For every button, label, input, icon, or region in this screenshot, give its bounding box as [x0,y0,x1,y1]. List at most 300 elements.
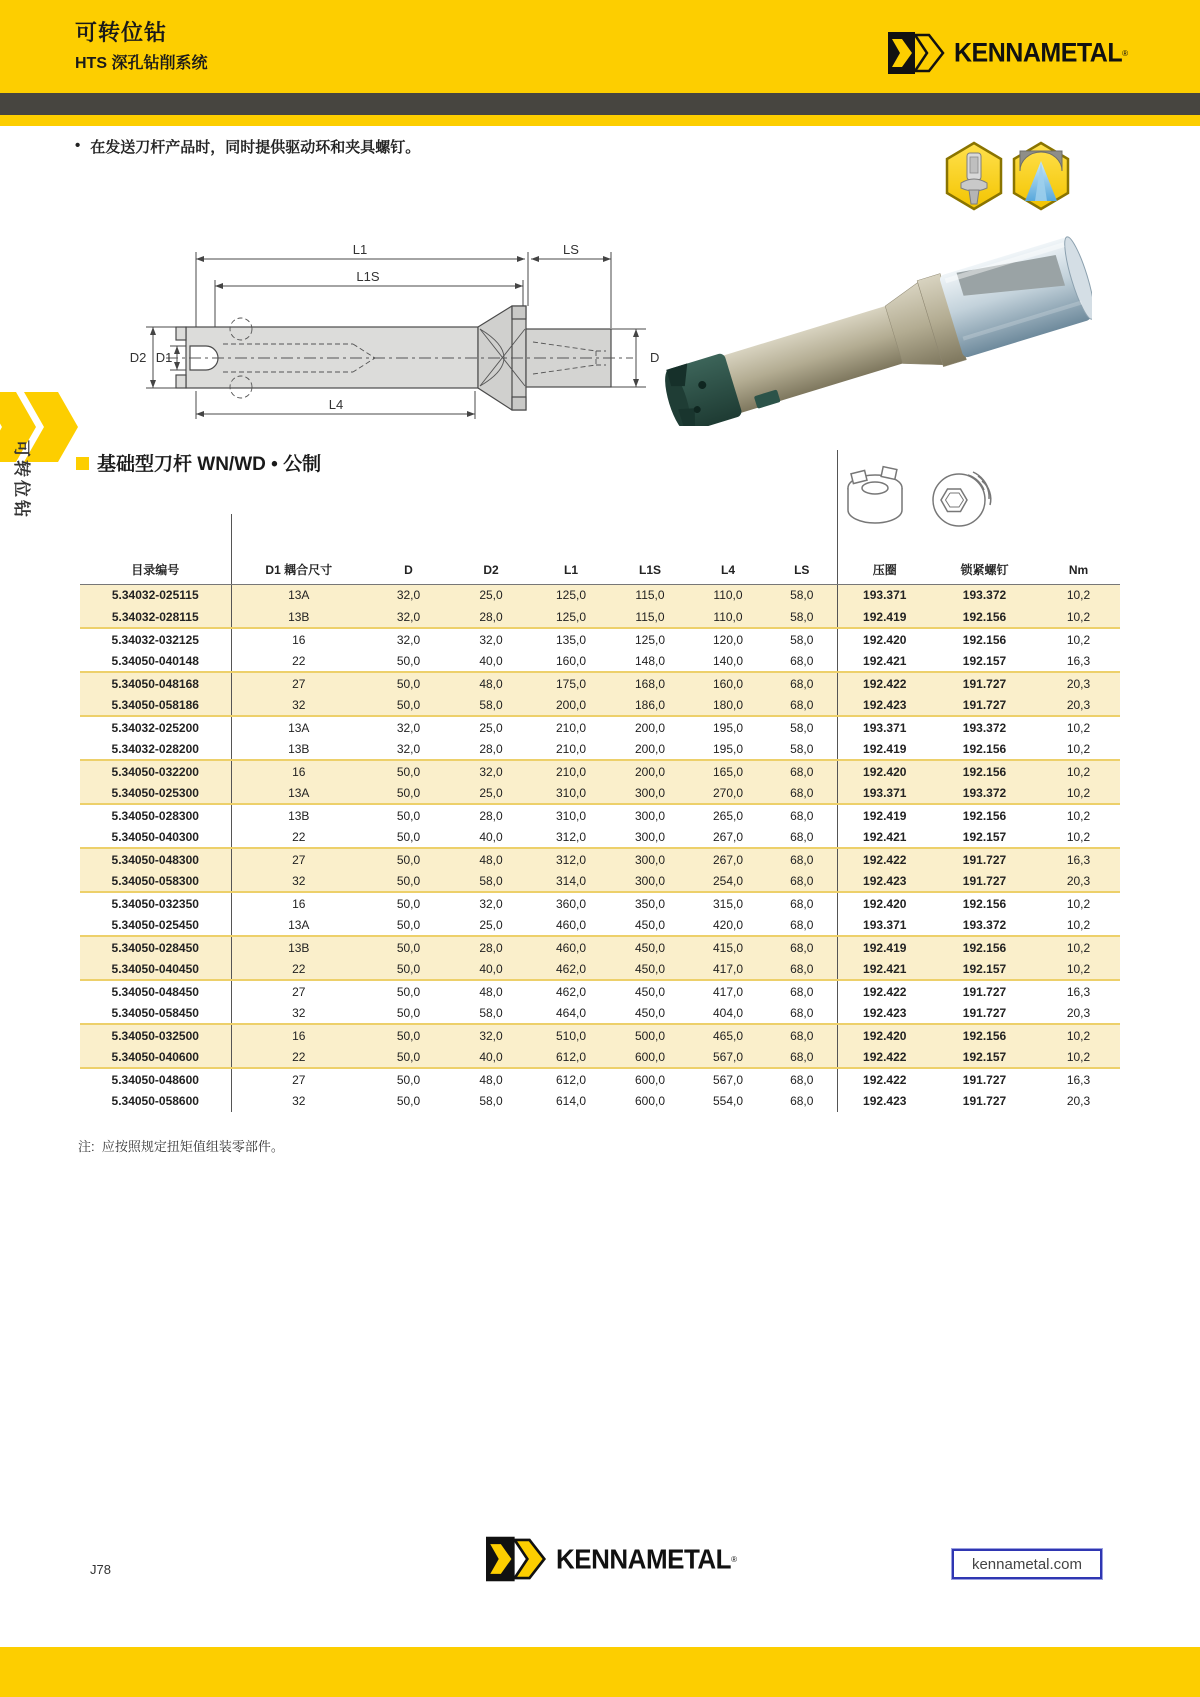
table-cell: 40,0 [451,650,531,672]
table-row [80,672,1120,694]
table-cell: 40,0 [451,958,531,980]
table-cell: 10,2 [1066,896,1091,911]
table-cell: 193.371 [837,584,932,606]
table-cell: 192.422 [837,672,932,694]
table-cell: 192.156 [962,764,1007,779]
table-cell: 10,2 [1066,808,1091,823]
lock-screw-icon [926,462,998,534]
table-cell: 5.34050-048300 [111,852,199,867]
column-header: L4 [689,556,767,584]
table-cell: 464,0 [531,1002,611,1024]
table-cell: 68,0 [767,650,837,672]
table-cell: 25,0 [479,588,503,603]
table-cell: 125,0 [531,606,611,628]
table-cell: 50,0 [366,870,451,892]
table-cell: 450,0 [634,940,666,955]
table-cell: 10,2 [1066,720,1091,735]
table-cell: 20,3 [1037,870,1120,892]
table-cell: 192.423 [837,1002,932,1024]
dim-label-l1: L1 [352,242,368,257]
table-cell: 312,0 [555,852,587,867]
table-cell: 10,2 [1037,826,1120,848]
table-cell: 10,2 [1037,738,1120,760]
table-cell: 191.727 [962,984,1007,999]
table-cell: 193.372 [962,720,1007,735]
section-title: 基础型刀杆 WN/WD • 公制 [97,454,322,475]
table-cell: 68,0 [790,940,814,955]
table-row [80,892,1120,914]
table-row [80,650,1120,672]
table-cell: 193.372 [962,588,1007,603]
table-cell: 25,0 [451,782,531,804]
brand-name: KENNAMETAL [556,1542,732,1575]
table-cell: 200,0 [634,764,666,779]
table-cell: 460,0 [531,914,611,936]
table-cell: 192.423 [837,870,932,892]
table-cell: 10,2 [1066,940,1091,955]
table-cell: 600,0 [634,1072,666,1087]
column-header: Nm [1037,556,1120,584]
column-divider [231,514,232,556]
table-cell: 192.419 [837,606,932,628]
table-cell: 450,0 [611,958,689,980]
table-cell: 300,0 [634,852,666,867]
table-cell: 40,0 [451,1046,531,1068]
table-cell: 193.371 [837,914,932,936]
table-cell: 32 [231,1090,366,1112]
table-cell: 115,0 [611,606,689,628]
table-cell: 10,2 [1037,1046,1120,1068]
table-cell: 68,0 [790,1072,814,1087]
page-subtitle: HTS 深孔钻削系统 [75,55,208,72]
table-row [80,1090,1120,1112]
press-ring-icon [838,460,912,536]
table-cell: 50,0 [396,852,421,867]
table-cell: 180,0 [689,694,767,716]
table-cell: 28,0 [479,808,503,823]
table-row [80,628,1120,650]
table-cell: 32 [231,1002,366,1024]
table-row [80,870,1120,892]
table-cell: 192.157 [932,650,1037,672]
table-cell: 5.34032-028115 [80,606,231,628]
table-cell: 193.372 [932,914,1037,936]
table-cell: 210,0 [555,720,587,735]
table-cell: 191.727 [962,676,1007,691]
table-cell: 160,0 [531,650,611,672]
table-cell: 193.371 [837,782,932,804]
table-cell: 192.419 [837,738,932,760]
table-cell: 5.34050-058600 [111,1094,199,1108]
table-row [80,716,1120,738]
column-header: 目录编号 [80,556,231,584]
column-header: D2 [451,556,531,584]
table-cell: 135,0 [555,632,587,647]
table-cell: 415,0 [712,940,744,955]
table-cell: 191.727 [932,870,1037,892]
through-coolant-icon [1012,141,1070,211]
table-cell: 300,0 [611,870,689,892]
table-cell: 16,3 [1066,984,1091,999]
table-cell: 13A [231,914,366,936]
table-cell: 462,0 [531,958,611,980]
brand-name: KENNAMETAL [954,37,1123,68]
table-cell: 460,0 [555,940,587,955]
table-cell: 450,0 [611,1002,689,1024]
table-cell: 5.34032-025115 [111,588,199,603]
table-cell: 125,0 [555,588,587,603]
table-cell: 10,2 [1066,632,1091,647]
coupling-shank-icon [945,141,1003,211]
table-cell: 210,0 [531,738,611,760]
table-cell: 32,0 [479,1028,503,1043]
table-cell: 10,2 [1037,914,1120,936]
table-cell: 310,0 [555,808,587,823]
table-cell: 192.422 [837,1068,932,1090]
table-row [80,782,1120,804]
table-cell: 13A [231,716,366,738]
table-cell: 50,0 [396,984,421,999]
table-cell: 58,0 [479,1094,503,1108]
table-cell: 193.371 [837,716,932,738]
table-cell: 58,0 [790,588,814,603]
table-cell: 58,0 [451,1002,531,1024]
table-cell: 193.372 [932,782,1037,804]
table-cell: 40,0 [451,826,531,848]
table-cell: 5.34050-048450 [111,984,199,999]
intro-text: 在发送刀杆产品时，同时提供驱动环和夹具螺钉。 [90,139,421,156]
table-cell: 50,0 [366,694,451,716]
table-cell: 32,0 [366,738,451,760]
table-cell: 10,2 [1037,782,1120,804]
table-cell: 16 [231,628,366,650]
table-cell: 612,0 [555,1072,587,1087]
table-cell: 312,0 [531,826,611,848]
table-cell: 192.156 [962,1028,1007,1043]
table-cell: 5.34050-028450 [111,940,199,955]
table-cell: 27 [231,672,366,694]
table-cell: 5.34050-040148 [80,650,231,672]
table-cell: 68,0 [767,826,837,848]
table-cell: 50,0 [396,896,421,911]
table-body [80,584,1120,1112]
table-cell: 27 [231,1068,366,1090]
table-cell: 22 [231,958,366,980]
dim-label-d1: D1 [155,350,173,365]
table-cell: 5.34032-028200 [80,738,231,760]
table-cell: 68,0 [790,676,814,691]
table-cell: 13B [231,804,366,826]
table-row [80,584,1120,606]
table-row [80,1024,1120,1046]
table-row [80,738,1120,760]
registered-mark: ® [1122,48,1129,58]
intro-bullet [75,136,420,157]
table-row [80,936,1120,958]
table-cell: 267,0 [689,826,767,848]
table-cell: 450,0 [611,914,689,936]
table-cell: 68,0 [767,958,837,980]
table-cell: 192.420 [837,628,932,650]
table-cell: 450,0 [634,984,666,999]
table-cell: 68,0 [790,1028,814,1043]
column-header: LS [767,556,837,584]
table-cell: 175,0 [555,676,587,691]
table-cell: 314,0 [531,870,611,892]
table-cell: 20,3 [1037,694,1120,716]
parts-table [80,556,1120,1112]
table-cell: 68,0 [790,852,814,867]
table-cell: 5.34032-032125 [111,632,199,647]
column-header: 锁紧螺钉 [932,556,1037,584]
table-cell: 191.727 [932,1002,1037,1024]
table-cell: 16,3 [1066,1072,1091,1087]
table-cell: 200,0 [531,694,611,716]
table-cell: 50,0 [396,940,421,955]
table-row [80,826,1120,848]
table-cell: 68,0 [790,1094,814,1108]
table-cell: 32,0 [396,632,421,647]
table-cell: 115,0 [635,588,665,603]
page-number: J78 [90,1562,111,1577]
table-cell: 68,0 [767,782,837,804]
table-cell: 16,3 [1037,650,1120,672]
table-cell: 191.727 [962,1072,1007,1087]
table-cell: 48,0 [479,676,503,691]
table-cell: 192.156 [932,738,1037,760]
table-cell: 10,2 [1037,958,1120,980]
bottom-accent-bar [0,1647,1200,1697]
table-cell: 420,0 [689,914,767,936]
table-cell: 58,0 [790,720,814,735]
table-cell: 27 [231,980,366,1002]
page-title: 可转位钻 [75,20,168,45]
table-cell: 160,0 [712,676,744,691]
table-cell: 500,0 [634,1028,666,1043]
table-cell: 5.34050-032200 [111,764,199,779]
table-cell: 210,0 [555,764,587,779]
table-cell: 25,0 [479,720,503,735]
table-cell: 27 [231,848,366,870]
table-cell: 192.156 [962,940,1007,955]
table-cell: 192.419 [837,936,932,958]
table-cell: 192.156 [962,808,1007,823]
table-cell: 567,0 [712,1072,744,1087]
table-cell: 50,0 [396,1028,421,1043]
dim-label-d: D [650,350,660,365]
table-cell: 68,0 [790,808,814,823]
table-cell: 16 [231,892,366,914]
table-cell: 32,0 [396,588,421,603]
table-cell: 191.727 [932,694,1037,716]
table-cell: 50,0 [396,808,421,823]
table-cell: 68,0 [790,764,814,779]
table-cell: 300,0 [611,782,689,804]
table-cell: 22 [231,1046,366,1068]
table-cell: 360,0 [555,896,587,911]
table-cell: 32 [231,694,366,716]
table-cell: 192.422 [837,1046,932,1068]
table-cell: 28,0 [479,940,503,955]
table-cell: 310,0 [531,782,611,804]
table-cell: 254,0 [689,870,767,892]
table-cell: 192.156 [962,896,1007,911]
table-cell: 50,0 [366,1002,451,1024]
table-cell: 22 [231,826,366,848]
kennametal-logo-footer [486,1536,737,1582]
table-row [80,1002,1120,1024]
table-cell: 5.34050-040600 [80,1046,231,1068]
table-cell: 404,0 [689,1002,767,1024]
table-cell: 614,0 [555,1094,587,1108]
table-cell: 567,0 [689,1046,767,1068]
table-cell: 20,3 [1066,1094,1091,1108]
table-cell: 68,0 [767,694,837,716]
table-cell: 465,0 [712,1028,744,1043]
table-cell: 5.34050-025450 [80,914,231,936]
table-cell: 50,0 [366,914,451,936]
section-bullet-icon [76,457,89,470]
table-row [80,606,1120,628]
table-cell: 32,0 [396,720,421,735]
table-cell: 195,0 [712,720,744,735]
dimension-drawing [128,228,668,430]
table-cell: 192.157 [932,958,1037,980]
table-cell: 417,0 [689,958,767,980]
table-cell: 50,0 [366,650,451,672]
table-cell: 110,0 [713,588,743,603]
table-cell: 50,0 [396,1094,421,1108]
table-cell: 13A [231,782,366,804]
table-cell: 192.420 [837,760,932,782]
table-cell: 165,0 [712,764,744,779]
table-cell: 10,2 [1066,588,1091,603]
table-cell: 265,0 [712,808,744,823]
table-cell: 5.34050-040300 [80,826,231,848]
table-cell: 58,0 [451,694,531,716]
registered-mark: ® [731,1554,737,1564]
table-cell: 58,0 [767,738,837,760]
footnote: 注: 应按照规定扭矩值组装零部件。 [78,1139,284,1154]
table-cell: 192.420 [837,892,932,914]
table-cell: 28,0 [451,606,531,628]
accent-strip [0,115,1200,126]
table-cell: 68,0 [790,984,814,999]
table-cell: 191.727 [962,852,1007,867]
table-cell: 5.34050-028300 [111,808,199,823]
table-row [80,760,1120,782]
table-cell: 5.34050-058186 [80,694,231,716]
sidebar-vertical-label: 可转位钻 [12,440,31,520]
table-cell: 200,0 [634,720,666,735]
table-row [80,804,1120,826]
table-cell: 50,0 [396,676,421,691]
dim-label-l1s: L1S [356,269,380,284]
table-cell: 10,2 [1037,606,1120,628]
table-cell: 50,0 [366,826,451,848]
table-cell: 315,0 [712,896,744,911]
kennametal-chevron-icon [486,1536,556,1582]
table-cell: 32,0 [479,896,503,911]
table-cell: 68,0 [767,1046,837,1068]
table-cell: 5.34050-032350 [111,896,199,911]
column-header: L1S [611,556,689,584]
column-header: D [366,556,451,584]
table-cell: 192.422 [837,848,932,870]
table-row [80,694,1120,716]
table-cell: 5.34050-048600 [111,1072,199,1087]
table-cell: 270,0 [689,782,767,804]
table-cell: 5.34050-025300 [80,782,231,804]
table-cell: 32,0 [479,764,503,779]
table-cell: 20,3 [1037,1002,1120,1024]
table-cell: 192.156 [962,632,1007,647]
kennametal-chevron-icon [888,32,954,74]
website-link[interactable]: kennametal.com [952,1549,1102,1579]
table-cell: 192.156 [932,606,1037,628]
table-cell: 48,0 [479,852,503,867]
table-row [80,848,1120,870]
table-cell: 48,0 [479,1072,503,1087]
table-cell: 192.157 [932,826,1037,848]
column-header: 压圈 [837,556,932,584]
column-header: D1 耦合尺寸 [231,556,366,584]
table-cell: 22 [231,650,366,672]
table-cell: 50,0 [396,764,421,779]
table-row [80,1046,1120,1068]
table-cell: 5.34050-032500 [111,1028,199,1043]
table-cell: 192.419 [837,804,932,826]
table-cell: 168,0 [634,676,666,691]
table-cell: 50,0 [366,782,451,804]
dim-label-ls: LS [563,242,579,257]
table-row [80,980,1120,1002]
table-cell: 140,0 [689,650,767,672]
dim-label-l4: L4 [328,397,344,412]
product-render [632,216,1092,426]
table-cell: 68,0 [790,896,814,911]
table-cell: 350,0 [634,896,666,911]
table-cell: 50,0 [366,958,451,980]
table-cell: 16 [231,760,366,782]
table-cell: 462,0 [555,984,587,999]
table-cell: 192.422 [837,980,932,1002]
table-cell: 192.420 [837,1024,932,1046]
table-cell: 192.423 [837,1090,932,1112]
table-cell: 192.421 [837,650,932,672]
table-row [80,914,1120,936]
table-header-row [80,556,1120,584]
table-cell: 10,2 [1066,764,1091,779]
table-cell: 186,0 [611,694,689,716]
table-cell: 192.421 [837,958,932,980]
table-cell: 300,0 [634,808,666,823]
table-cell: 68,0 [767,914,837,936]
table-cell: 13B [231,738,366,760]
table-cell: 10,2 [1066,1028,1091,1043]
table-cell: 5.34050-058450 [80,1002,231,1024]
divider-bar [0,93,1200,115]
table-cell: 195,0 [689,738,767,760]
bullet-icon: • [75,137,81,154]
table-cell: 120,0 [712,632,744,647]
table-cell: 192.157 [932,1046,1037,1068]
table-cell: 191.727 [962,1094,1007,1108]
table-cell: 200,0 [611,738,689,760]
column-header: L1 [531,556,611,584]
table-cell: 50,0 [366,1046,451,1068]
table-cell: 600,0 [634,1094,666,1108]
